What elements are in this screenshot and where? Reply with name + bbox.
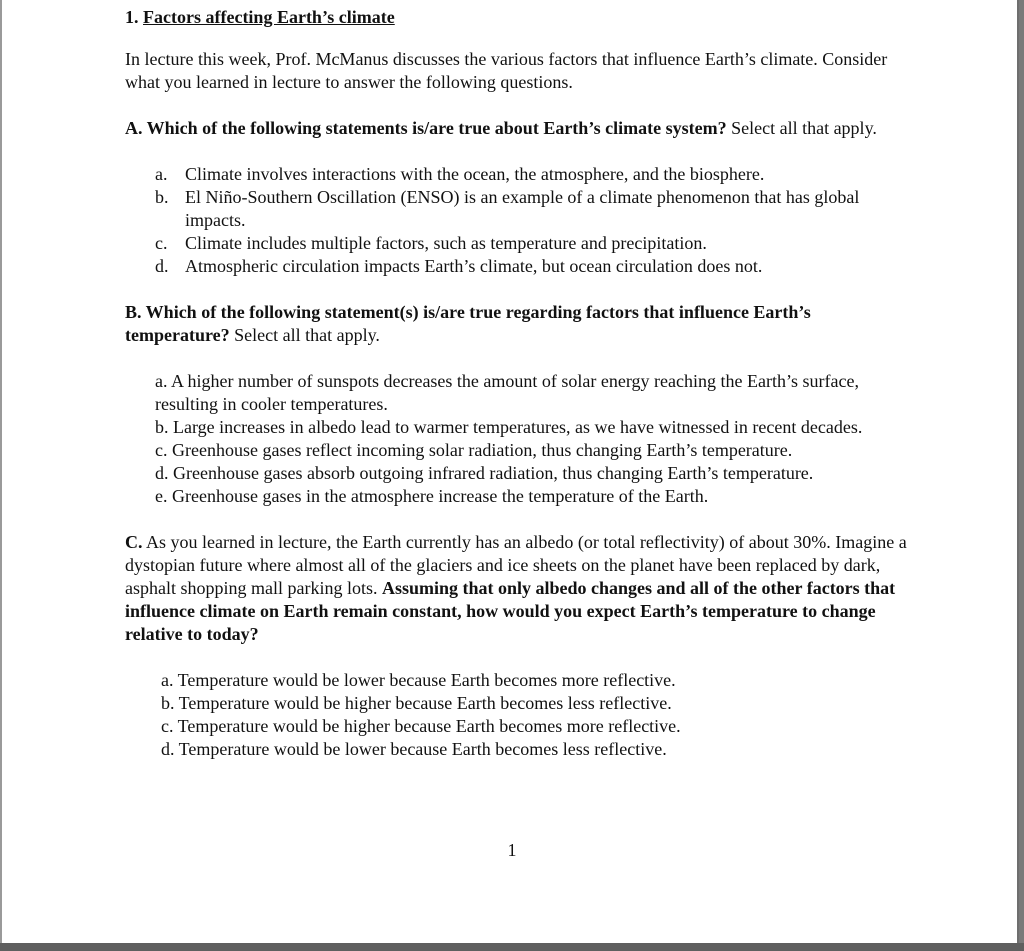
- question-c-prompt: [125, 531, 915, 646]
- question-b-option[interactable]: d. Greenhouse gases absorb outgoing infrared radiation, thus changing Earth’s temperature.: [155, 463, 814, 483]
- option-letter: d.: [155, 256, 169, 276]
- question-a-option[interactable]: [125, 255, 915, 278]
- option-letter: c.: [155, 233, 168, 253]
- option-text: Atmospheric circulation impacts Earth’s climate, but ocean circulation does not.: [185, 256, 763, 276]
- question-a-option[interactable]: [125, 163, 915, 186]
- option-text: Climate includes multiple factors, such as temperature and precipitation.: [185, 233, 707, 253]
- question-b-option[interactable]: e. Greenhouse gases in the atmosphere increase the temperature of the Earth.: [155, 486, 709, 506]
- question-a-option[interactable]: [125, 186, 915, 232]
- question-c-bold: Assuming that only albedo changes and all of the other factors that influence climate on Earth remain constant, how would you expect Earth’s temperature to change relative to today?: [125, 578, 896, 644]
- question-c-label: C.: [125, 532, 143, 552]
- question-c-context: As you learned in lecture, the Earth currently has an albedo (or total reflectivity) of about 30%. Imagine a dystopian future where almost all of the glaciers and ice sheets on the planet have been replaced by dark, asphalt shopping mall parking lots.: [125, 532, 907, 598]
- question-a-options: [125, 163, 915, 278]
- question-c-option[interactable]: a. Temperature would be lower because Earth becomes more reflective.: [161, 670, 676, 690]
- question-c-option[interactable]: b. Temperature would be higher because Earth becomes less reflective.: [161, 693, 672, 713]
- section-title: Factors affecting Earth’s climate: [143, 7, 395, 27]
- document-content: [125, 6, 915, 761]
- question-a-bold: A. Which of the following statements is/are true about Earth’s climate system?: [125, 118, 727, 138]
- question-b-prompt: [125, 301, 915, 347]
- viewer-bottom-edge: [0, 943, 1024, 951]
- question-b-bold: B. Which of the following statement(s) is/are true regarding factors that influence Earth’s temperature?: [125, 302, 811, 345]
- page-number: 1: [507, 840, 517, 860]
- question-b-option[interactable]: a. A higher number of sunspots decreases the amount of solar energy reaching the Earth’s surface, resulting in cooler temperatures.: [155, 371, 859, 414]
- question-a-option[interactable]: [125, 232, 915, 255]
- section-heading: [125, 6, 915, 29]
- question-b-options: [125, 370, 915, 508]
- option-letter: b.: [155, 187, 169, 207]
- question-b-option[interactable]: c. Greenhouse gases reflect incoming solar radiation, thus changing Earth’s temperature.: [155, 440, 793, 460]
- question-c-option[interactable]: d. Temperature would be lower because Earth becomes less reflective.: [161, 739, 667, 759]
- option-text: El Niño-Southern Oscillation (ENSO) is an example of a climate phenomenon that has global impacts.: [185, 187, 860, 230]
- question-c-option[interactable]: c. Temperature would be higher because Earth becomes more reflective.: [161, 716, 681, 736]
- option-letter: a.: [155, 164, 168, 184]
- option-text: Climate involves interactions with the ocean, the atmosphere, and the biosphere.: [185, 164, 765, 184]
- question-b-instruction: Select all that apply.: [229, 325, 380, 345]
- question-c-options: [125, 669, 915, 761]
- question-a-prompt: [125, 117, 915, 140]
- intro-paragraph: In lecture this week, Prof. McManus discusses the various factors that influence Earth’s climate. Consider what you learned in lecture to answer the following questions.: [125, 49, 888, 92]
- question-a-instruction: Select all that apply.: [726, 118, 877, 138]
- viewer-right-edge: [1019, 0, 1024, 951]
- question-b-option[interactable]: b. Large increases in albedo lead to warmer temperatures, as we have witnessed in recent decades.: [155, 417, 863, 437]
- section-number: 1.: [125, 7, 139, 27]
